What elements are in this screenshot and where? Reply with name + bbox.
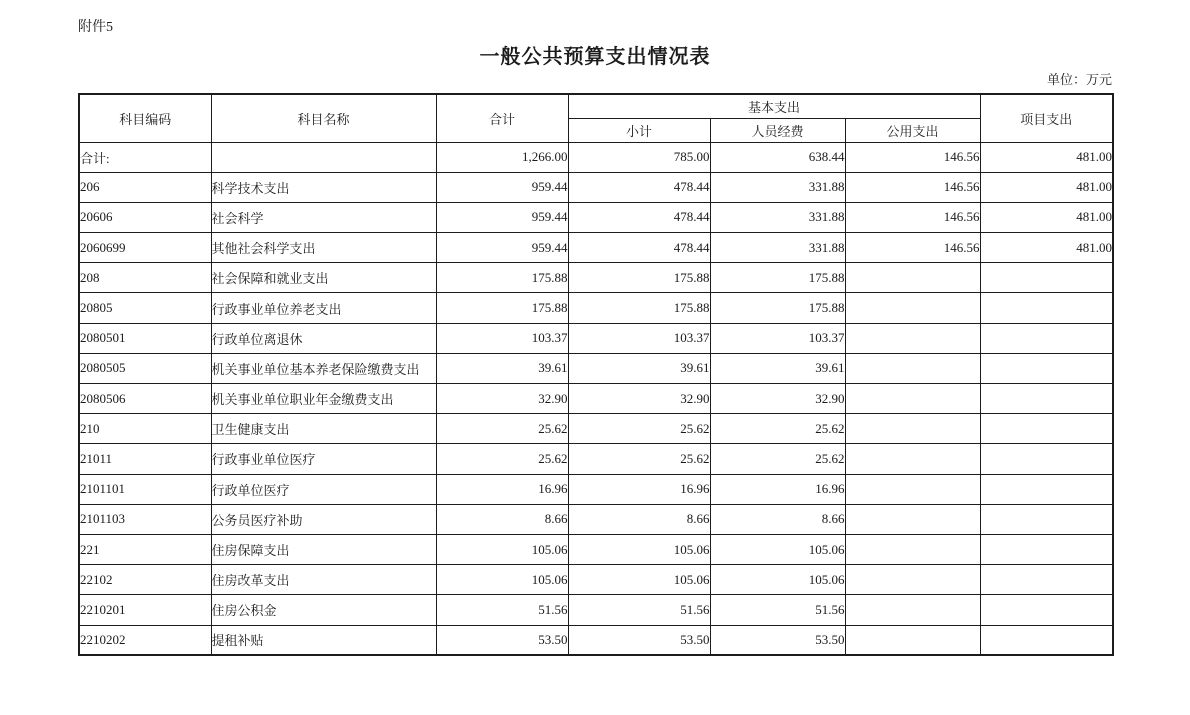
cell-public-expense	[845, 353, 980, 383]
cell-subject-name: 机关事业单位基本养老保险缴费支出	[211, 353, 436, 383]
cell-public-expense	[845, 625, 980, 655]
cell-subject-name: 卫生健康支出	[211, 414, 436, 444]
unit-label: 单位：万元	[1046, 72, 1112, 87]
cell-subtotal: 51.56	[568, 595, 710, 625]
header-subject-code: 科目编码	[79, 94, 211, 142]
cell-project-expenditure	[980, 504, 1113, 534]
cell-personnel-funds: 103.37	[710, 323, 845, 353]
cell-total: 175.88	[436, 293, 568, 323]
cell-total: 175.88	[436, 263, 568, 293]
cell-total: 105.06	[436, 534, 568, 564]
cell-public-expense: 146.56	[845, 233, 980, 263]
cell-project-expenditure	[980, 565, 1113, 595]
cell-subtotal: 16.96	[568, 474, 710, 504]
cell-project-expenditure: 481.00	[980, 172, 1113, 202]
table-row	[79, 474, 1113, 504]
cell-subject-code: 20606	[79, 202, 211, 232]
attachment-label: 附件5	[78, 20, 113, 35]
cell-total: 1,266.00	[436, 142, 568, 172]
cell-subtotal: 8.66	[568, 504, 710, 534]
table-row	[79, 565, 1113, 595]
cell-subject-name	[211, 142, 436, 172]
cell-total: 959.44	[436, 172, 568, 202]
table-row	[79, 444, 1113, 474]
header-project-expenditure: 项目支出	[980, 94, 1113, 142]
table-body	[79, 142, 1113, 655]
cell-personnel-funds: 53.50	[710, 625, 845, 655]
cell-subtotal: 53.50	[568, 625, 710, 655]
cell-subject-name: 行政单位医疗	[211, 474, 436, 504]
budget-table	[78, 93, 1114, 656]
cell-total: 16.96	[436, 474, 568, 504]
cell-subject-name: 社会保障和就业支出	[211, 263, 436, 293]
cell-subject-name: 住房公积金	[211, 595, 436, 625]
header-subtotal: 小计	[568, 118, 710, 142]
cell-subject-name: 住房改革支出	[211, 565, 436, 595]
cell-public-expense	[845, 565, 980, 595]
cell-personnel-funds: 105.06	[710, 565, 845, 595]
cell-project-expenditure	[980, 353, 1113, 383]
cell-subject-name: 行政事业单位养老支出	[211, 293, 436, 323]
header-total: 合计	[436, 94, 568, 142]
cell-subject-code: 合计:	[79, 142, 211, 172]
cell-project-expenditure	[980, 444, 1113, 474]
table-row	[79, 414, 1113, 444]
cell-public-expense: 146.56	[845, 142, 980, 172]
cell-subject-code: 206	[79, 172, 211, 202]
table-row	[79, 353, 1113, 383]
cell-personnel-funds: 8.66	[710, 504, 845, 534]
cell-public-expense: 146.56	[845, 202, 980, 232]
table-row	[79, 595, 1113, 625]
cell-subject-name: 住房保障支出	[211, 534, 436, 564]
cell-subject-code: 210	[79, 414, 211, 444]
cell-total: 959.44	[436, 233, 568, 263]
table-row	[79, 172, 1113, 202]
cell-total: 39.61	[436, 353, 568, 383]
header-subject-name: 科目名称	[211, 94, 436, 142]
cell-project-expenditure	[980, 595, 1113, 625]
cell-subtotal: 478.44	[568, 202, 710, 232]
header-row-1	[79, 94, 1113, 118]
cell-subject-code: 20805	[79, 293, 211, 323]
cell-subject-code: 21011	[79, 444, 211, 474]
cell-personnel-funds: 39.61	[710, 353, 845, 383]
cell-subject-name: 科学技术支出	[211, 172, 436, 202]
cell-public-expense	[845, 293, 980, 323]
cell-subtotal: 785.00	[568, 142, 710, 172]
cell-subject-code: 2060699	[79, 233, 211, 263]
cell-subtotal: 25.62	[568, 444, 710, 474]
cell-project-expenditure	[980, 323, 1113, 353]
cell-public-expense	[845, 414, 980, 444]
cell-subject-name: 社会科学	[211, 202, 436, 232]
table-header	[79, 94, 1113, 142]
cell-total: 103.37	[436, 323, 568, 353]
table-row	[79, 323, 1113, 353]
cell-subject-code: 2101103	[79, 504, 211, 534]
cell-subject-code: 208	[79, 263, 211, 293]
header-personnel-funds: 人员经费	[710, 118, 845, 142]
cell-personnel-funds: 16.96	[710, 474, 845, 504]
cell-public-expense	[845, 474, 980, 504]
cell-total: 51.56	[436, 595, 568, 625]
cell-total: 25.62	[436, 444, 568, 474]
cell-personnel-funds: 331.88	[710, 233, 845, 263]
table-row	[79, 293, 1113, 323]
table-row	[79, 233, 1113, 263]
cell-total: 32.90	[436, 384, 568, 414]
cell-public-expense	[845, 384, 980, 414]
cell-subject-code: 2210201	[79, 595, 211, 625]
cell-personnel-funds: 175.88	[710, 293, 845, 323]
cell-public-expense	[845, 263, 980, 293]
cell-subject-name: 行政单位离退休	[211, 323, 436, 353]
cell-personnel-funds: 25.62	[710, 444, 845, 474]
cell-project-expenditure	[980, 414, 1113, 444]
cell-subtotal: 478.44	[568, 172, 710, 202]
cell-subtotal: 478.44	[568, 233, 710, 263]
cell-total: 25.62	[436, 414, 568, 444]
cell-total: 105.06	[436, 565, 568, 595]
cell-personnel-funds: 105.06	[710, 534, 845, 564]
cell-subject-code: 2080505	[79, 353, 211, 383]
cell-subtotal: 103.37	[568, 323, 710, 353]
page-title: 一般公共预算支出情况表	[479, 46, 711, 68]
cell-public-expense	[845, 595, 980, 625]
cell-total: 8.66	[436, 504, 568, 534]
cell-public-expense	[845, 444, 980, 474]
cell-subject-code: 221	[79, 534, 211, 564]
cell-subtotal: 105.06	[568, 534, 710, 564]
cell-personnel-funds: 51.56	[710, 595, 845, 625]
cell-personnel-funds: 32.90	[710, 384, 845, 414]
cell-subject-code: 2210202	[79, 625, 211, 655]
cell-personnel-funds: 331.88	[710, 172, 845, 202]
cell-total: 959.44	[436, 202, 568, 232]
cell-subject-code: 2080506	[79, 384, 211, 414]
cell-project-expenditure: 481.00	[980, 142, 1113, 172]
cell-total: 53.50	[436, 625, 568, 655]
cell-subject-name: 其他社会科学支出	[211, 233, 436, 263]
cell-project-expenditure	[980, 293, 1113, 323]
cell-subject-code: 2101101	[79, 474, 211, 504]
table-row	[79, 534, 1113, 564]
cell-public-expense	[845, 504, 980, 534]
cell-subject-name: 机关事业单位职业年金缴费支出	[211, 384, 436, 414]
table-row	[79, 142, 1113, 172]
cell-subtotal: 105.06	[568, 565, 710, 595]
cell-project-expenditure	[980, 534, 1113, 564]
cell-project-expenditure	[980, 263, 1113, 293]
cell-project-expenditure	[980, 625, 1113, 655]
table-row	[79, 263, 1113, 293]
table-row	[79, 625, 1113, 655]
cell-personnel-funds: 638.44	[710, 142, 845, 172]
table-row	[79, 384, 1113, 414]
cell-personnel-funds: 25.62	[710, 414, 845, 444]
cell-personnel-funds: 175.88	[710, 263, 845, 293]
header-public-expense: 公用支出	[845, 118, 980, 142]
cell-subtotal: 175.88	[568, 293, 710, 323]
table-row	[79, 504, 1113, 534]
cell-subtotal: 32.90	[568, 384, 710, 414]
cell-public-expense	[845, 534, 980, 564]
cell-subtotal: 25.62	[568, 414, 710, 444]
cell-subtotal: 39.61	[568, 353, 710, 383]
cell-project-expenditure	[980, 384, 1113, 414]
cell-subject-name: 行政事业单位医疗	[211, 444, 436, 474]
cell-personnel-funds: 331.88	[710, 202, 845, 232]
cell-subject-code: 22102	[79, 565, 211, 595]
cell-project-expenditure	[980, 474, 1113, 504]
cell-subject-name: 公务员医疗补助	[211, 504, 436, 534]
header-basic-expenditure: 基本支出	[568, 94, 980, 118]
table-row	[79, 202, 1113, 232]
cell-project-expenditure: 481.00	[980, 202, 1113, 232]
cell-public-expense	[845, 323, 980, 353]
cell-subtotal: 175.88	[568, 263, 710, 293]
cell-subject-name: 提租补贴	[211, 625, 436, 655]
cell-project-expenditure: 481.00	[980, 233, 1113, 263]
cell-public-expense: 146.56	[845, 172, 980, 202]
cell-subject-code: 2080501	[79, 323, 211, 353]
